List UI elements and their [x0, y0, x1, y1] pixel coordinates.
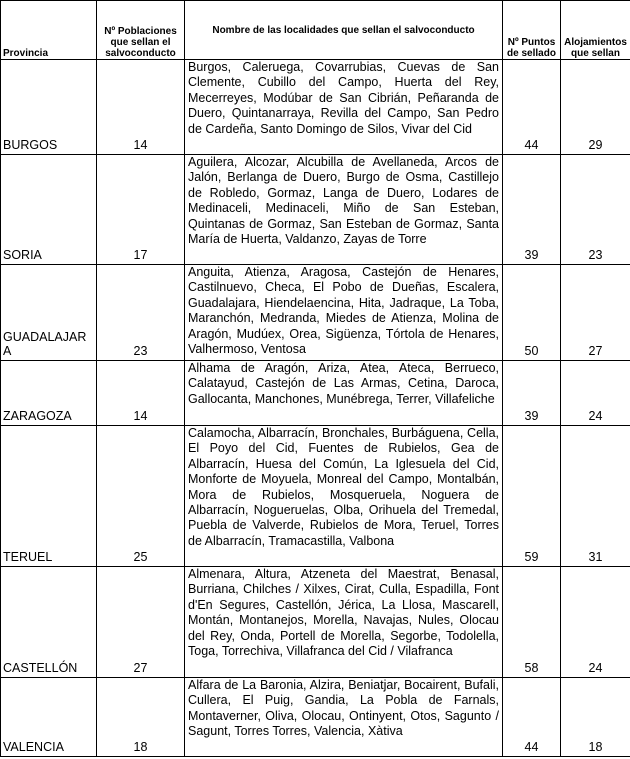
cell-provincia: VALENCIA — [1, 678, 97, 757]
cell-poblaciones: 14 — [97, 60, 185, 155]
cell-poblaciones: 25 — [97, 426, 185, 567]
table-row — [1, 155, 630, 265]
cell-localidades: Aguilera, Alcozar, Alcubilla de Avellaneda, Arcos de Jalón, Berlanga de Duero, Burgo de Osma, Castillejo de Robledo, Gormaz, Langa de Duero, Lodares de Medinaceli, Medinaceli, Miño de San Esteban, Quintanas de Gormaz, San Esteban de Gormaz, Santa María de Huerta, Valdanzo, Zayas de Torre — [185, 155, 503, 265]
header-provincia: Provincia — [1, 1, 97, 60]
cell-poblaciones: 17 — [97, 155, 185, 265]
cell-localidades: Alfara de La Baronia, Alzira, Beniatjar, Bocairent, Bufali, Cullera, El Puig, Gandia, La Pobla de Farnals, Montaverner, Oliva, Olocau, Ontinyent, Otos, Sagunto / Sagunt, Torres Torres, Valencia, Xàtiva — [185, 678, 503, 757]
cell-alojamientos: 24 — [561, 567, 630, 678]
cell-provincia: CASTELLÓN — [1, 567, 97, 678]
header-alojamientos: Alojamientos que sellan — [561, 1, 630, 60]
cell-poblaciones: 18 — [97, 678, 185, 757]
cell-provincia: ZARAGOZA — [1, 361, 97, 426]
cell-provincia: TERUEL — [1, 426, 97, 567]
cell-puntos: 39 — [503, 361, 561, 426]
cell-alojamientos: 18 — [561, 678, 630, 757]
cell-poblaciones: 14 — [97, 361, 185, 426]
cell-puntos: 59 — [503, 426, 561, 567]
cell-localidades: Burgos, Caleruega, Covarrubias, Cuevas de San Clemente, Cubillo del Campo, Huerta del Rey, Mecerreyes, Modúbar de San Cibrián, Peñaranda de Duero, Quintanarraya, Revilla del Campo, San Pedro de Cardeña, Santo Domingo de Silos, Vivar del Cid — [185, 60, 503, 155]
cell-alojamientos: 29 — [561, 60, 630, 155]
cell-localidades: Anguita, Atienza, Aragosa, Castejón de Henares, Castilnuevo, Checa, El Pobo de Dueñas, Escalera, Guadalajara, Hiendelaencina, Hita, Jadraque, La Toba, Maranchón, Medranda, Miedes de Atienza, Molina de Aragón, Mudúex, Orea, Sigüenza, Tórtola de Henares, Valhermoso, Ventosa — [185, 265, 503, 361]
cell-alojamientos: 24 — [561, 361, 630, 426]
cell-puntos: 44 — [503, 60, 561, 155]
cell-provincia: BURGOS — [1, 60, 97, 155]
cell-puntos: 50 — [503, 265, 561, 361]
cell-puntos: 39 — [503, 155, 561, 265]
cell-alojamientos: 23 — [561, 155, 630, 265]
cell-alojamientos: 31 — [561, 426, 630, 567]
cell-localidades: Alhama de Aragón, Ariza, Atea, Ateca, Berrueco, Calatayud, Castejón de Las Armas, Cetina, Daroca, Gallocanta, Manchones, Munébrega, Terrer, Villafeliche — [185, 361, 503, 426]
table-row — [1, 678, 630, 757]
table-row — [1, 361, 630, 426]
header-localidades: Nombre de las localidades que sellan el salvoconducto — [185, 1, 503, 60]
table-row — [1, 265, 630, 361]
cell-poblaciones: 27 — [97, 567, 185, 678]
header-poblaciones: Nº Poblaciones que sellan el salvoconducto — [97, 1, 185, 60]
table-row — [1, 60, 630, 155]
table-row — [1, 567, 630, 678]
cell-localidades: Calamocha, Albarracín, Bronchales, Burbáguena, Cella, El Poyo del Cid, Fuentes de Rubielos, Gea de Albarracín, Huesa del Común, La Iglesuela del Cid, Monforte de Moyuela, Monreal del Campo, Montalbán, Mora de Rubielos, Mosqueruela, Noguera de Albarracín, Nogueruelas, Olba, Orihuela del Tremedal, Puebla de Valverde, Rubielos de Mora, Teruel, Torres de Albarracín, Tramacastilla, Valbona — [185, 426, 503, 567]
table-row — [1, 426, 630, 567]
cell-provincia: GUADALAJARA — [1, 265, 97, 361]
cell-alojamientos: 27 — [561, 265, 630, 361]
cell-puntos: 44 — [503, 678, 561, 757]
header-row — [1, 1, 630, 60]
header-puntos: Nº Puntos de sellado — [503, 1, 561, 60]
cell-puntos: 58 — [503, 567, 561, 678]
cell-localidades: Almenara, Altura, Atzeneta del Maestrat, Benasal, Burriana, Chilches / Xilxes, Cirat, Culla, Espadilla, Font d'En Segures, Castellón, Jérica, La Llosa, Mascarell, Montán, Montanejos, Morella, Navajas, Nules, Olocau del Rey, Onda, Portell de Morella, Segorbe, Todolella, Toga, Torrechiva, Villafranca del Cid / Vilafranca — [185, 567, 503, 678]
cell-poblaciones: 23 — [97, 265, 185, 361]
cell-provincia: SORIA — [1, 155, 97, 265]
